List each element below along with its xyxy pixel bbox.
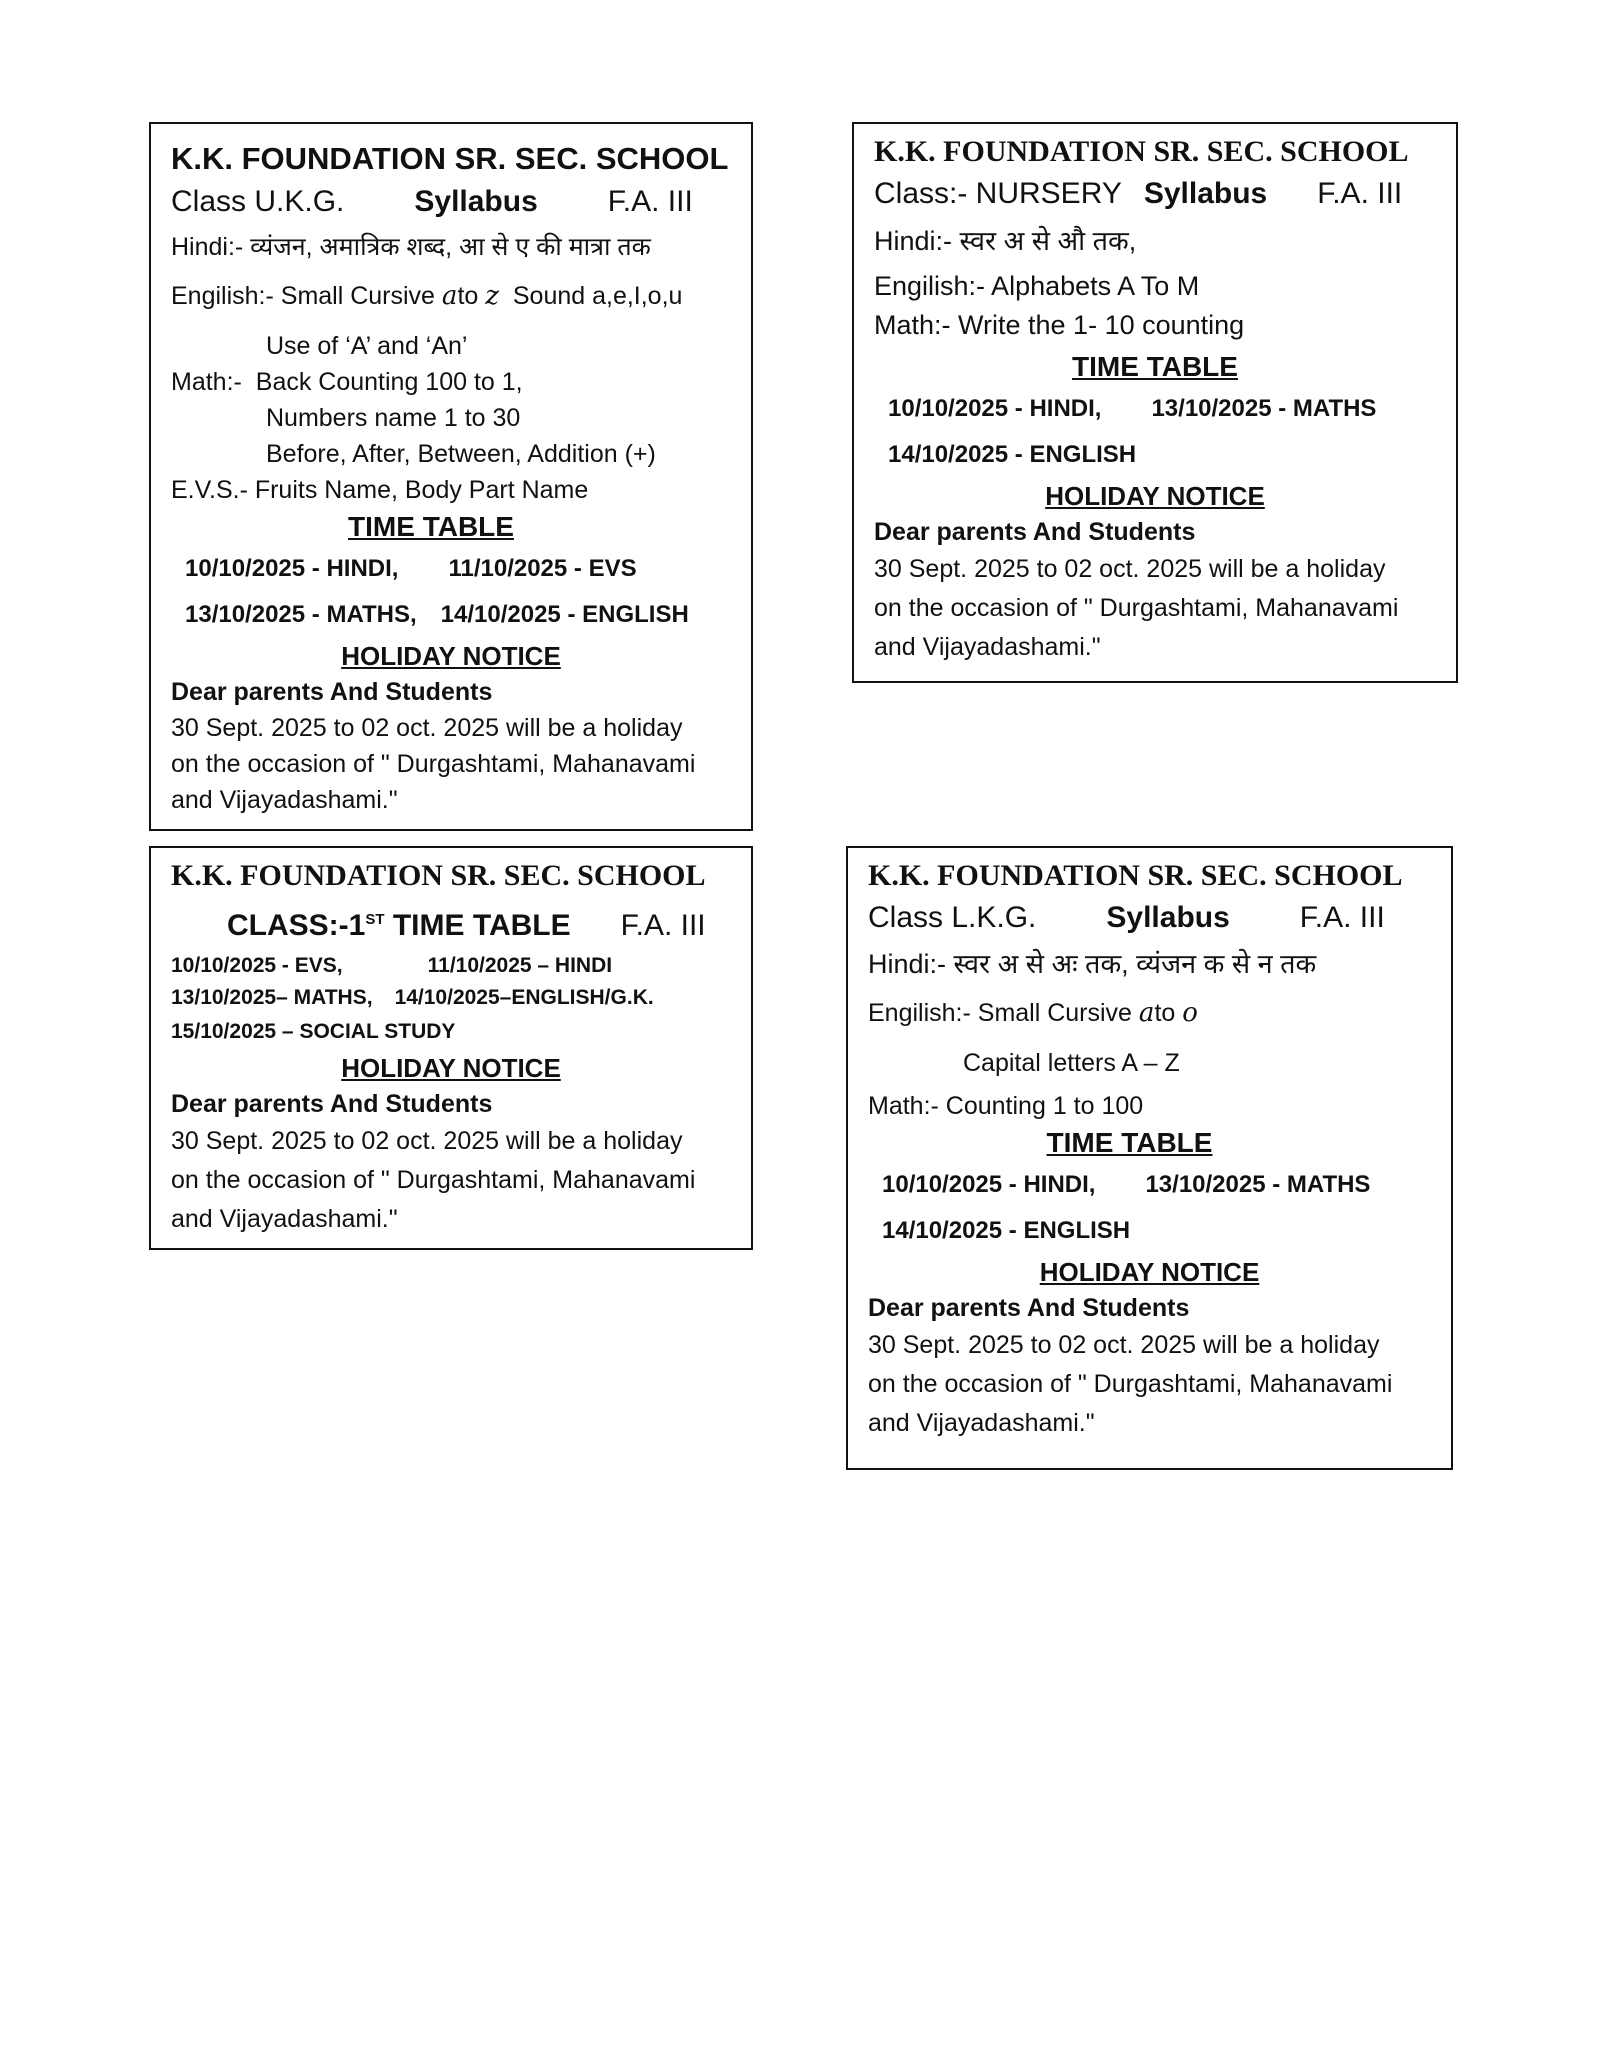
holiday-notice-heading: HOLIDAY NOTICE <box>1039 1257 1260 1287</box>
time-table-row: 13/10/2025– MATHS, 14/10/2025–ENGLISH/G.K. <box>171 986 654 1009</box>
math-syllabus: Math:- Write the 1- 10 counting <box>874 310 1245 340</box>
fa-label: F.A. III <box>607 185 693 218</box>
time-table-row: 14/10/2025 - ENGLISH <box>882 1217 1131 1244</box>
math-line1: Math:- Back Counting 100 to 1, <box>171 368 523 396</box>
class-label: Class:- NURSERY <box>874 177 1122 210</box>
cursive-a: a <box>441 281 458 311</box>
notice-text: on the occasion of " Durgashtami, Mahanavami <box>874 594 1399 622</box>
cursive-a: a <box>1138 998 1155 1028</box>
time-table-row: 13/10/2025 - MATHS, 14/10/2025 - ENGLISH <box>185 601 689 628</box>
notice-greeting: Dear parents And Students <box>874 518 1196 546</box>
notice-text: 30 Sept. 2025 to 02 oct. 2025 will be a holiday <box>171 1127 683 1155</box>
notice-text: on the occasion of " Durgashtami, Mahanavami <box>868 1370 1393 1398</box>
fa-label: F.A. III <box>1299 901 1385 934</box>
hindi-syllabus: Hindi:- व्यंजन, अमात्रिक शब्द, आ से ए की मात्रा तक <box>171 233 651 261</box>
math-syllabus: Math:- Counting 1 to 100 <box>868 1092 1144 1120</box>
class-header: CLASS:-1ST TIME TABLE F.A. III <box>227 909 706 942</box>
time-table-heading: TIME TABLE <box>1046 1127 1213 1158</box>
holiday-notice-heading: HOLIDAY NOTICE <box>341 1053 561 1083</box>
ukg-notice-box <box>149 122 753 831</box>
hindi-syllabus: Hindi:- स्वर अ से अः तक, व्यंजन क से न तक <box>868 949 1317 979</box>
notice-text: 30 Sept. 2025 to 02 oct. 2025 will be a holiday <box>868 1331 1380 1359</box>
class-header <box>868 896 1431 940</box>
english-syllabus: Engilish:- Small Cursive ato z Sound a,e,I,o,u <box>171 281 683 311</box>
notice-text: on the occasion of " Durgashtami, Mahanavami <box>171 1166 696 1194</box>
notice-text: 30 Sept. 2025 to 02 oct. 2025 will be a holiday <box>874 555 1386 583</box>
time-table-row: 10/10/2025 - HINDI, 13/10/2025 - MATHS <box>888 395 1377 422</box>
notice-text: 30 Sept. 2025 to 02 oct. 2025 will be a holiday <box>171 714 683 742</box>
time-table-row: 10/10/2025 - EVS, 11/10/2025 – HINDI <box>171 954 613 977</box>
nursery-notice-box <box>852 122 1458 683</box>
english-line2: Use of ‘A’ and ‘An’ <box>266 332 468 360</box>
lkg-notice-box <box>846 846 1453 1470</box>
evs-line: E.V.S.- Fruits Name, Body Part Name <box>171 476 589 504</box>
time-table-heading: TIME TABLE <box>348 511 514 542</box>
class-label: Class L.K.G. <box>868 901 1037 934</box>
fa-label: F.A. III <box>1317 177 1403 210</box>
english-line2: Capital letters A – Z <box>963 1049 1180 1077</box>
school-name: K.K. FOUNDATION SR. SEC. SCHOOL <box>171 141 729 176</box>
notice-greeting: Dear parents And Students <box>171 1090 493 1118</box>
fa-label: F.A. III <box>620 909 706 942</box>
english-syllabus: Engilish:- Small Cursive ato o <box>868 998 1198 1028</box>
holiday-notice-heading: HOLIDAY NOTICE <box>1045 481 1265 511</box>
school-name: K.K. FOUNDATION SR. SEC. SCHOOL <box>868 859 1403 892</box>
time-table-row: 10/10/2025 - HINDI, 11/10/2025 - EVS <box>185 555 637 582</box>
class-header <box>874 172 1436 216</box>
syllabus-label: Syllabus <box>1143 177 1268 210</box>
class-label: Class U.K.G. <box>171 185 345 218</box>
notice-text: on the occasion of " Durgashtami, Mahanavami <box>171 750 696 778</box>
notice-greeting: Dear parents And Students <box>171 678 493 706</box>
notice-text: and Vijayadashami." <box>874 633 1101 661</box>
notice-text: and Vijayadashami." <box>171 786 398 814</box>
english-syllabus: Engilish:- Alphabets A To M <box>874 271 1200 301</box>
school-name: K.K. FOUNDATION SR. SEC. SCHOOL <box>171 859 706 892</box>
time-table-row: 10/10/2025 - HINDI, 13/10/2025 - MATHS <box>882 1171 1371 1198</box>
time-table-heading: TIME TABLE <box>1072 351 1238 382</box>
notice-text: and Vijayadashami." <box>171 1205 398 1233</box>
hindi-syllabus: Hindi:- स्वर अ से औ तक, <box>874 226 1137 256</box>
syllabus-label: Syllabus <box>414 185 538 218</box>
cursive-o: o <box>1182 998 1198 1028</box>
class1-notice-box <box>149 846 753 1250</box>
class-header <box>171 180 731 224</box>
math-line3: Before, After, Between, Addition (+) <box>266 440 656 468</box>
school-name: K.K. FOUNDATION SR. SEC. SCHOOL <box>874 135 1409 168</box>
math-line2: Numbers name 1 to 30 <box>266 404 521 432</box>
time-table-row: 15/10/2025 – SOCIAL STUDY <box>171 1020 456 1043</box>
holiday-notice-heading: HOLIDAY NOTICE <box>341 641 561 671</box>
notice-text: and Vijayadashami." <box>868 1409 1095 1437</box>
notice-greeting: Dear parents And Students <box>868 1294 1190 1322</box>
time-table-row: 14/10/2025 - ENGLISH <box>888 441 1137 468</box>
syllabus-label: Syllabus <box>1106 901 1230 934</box>
cursive-z: z <box>485 281 499 311</box>
